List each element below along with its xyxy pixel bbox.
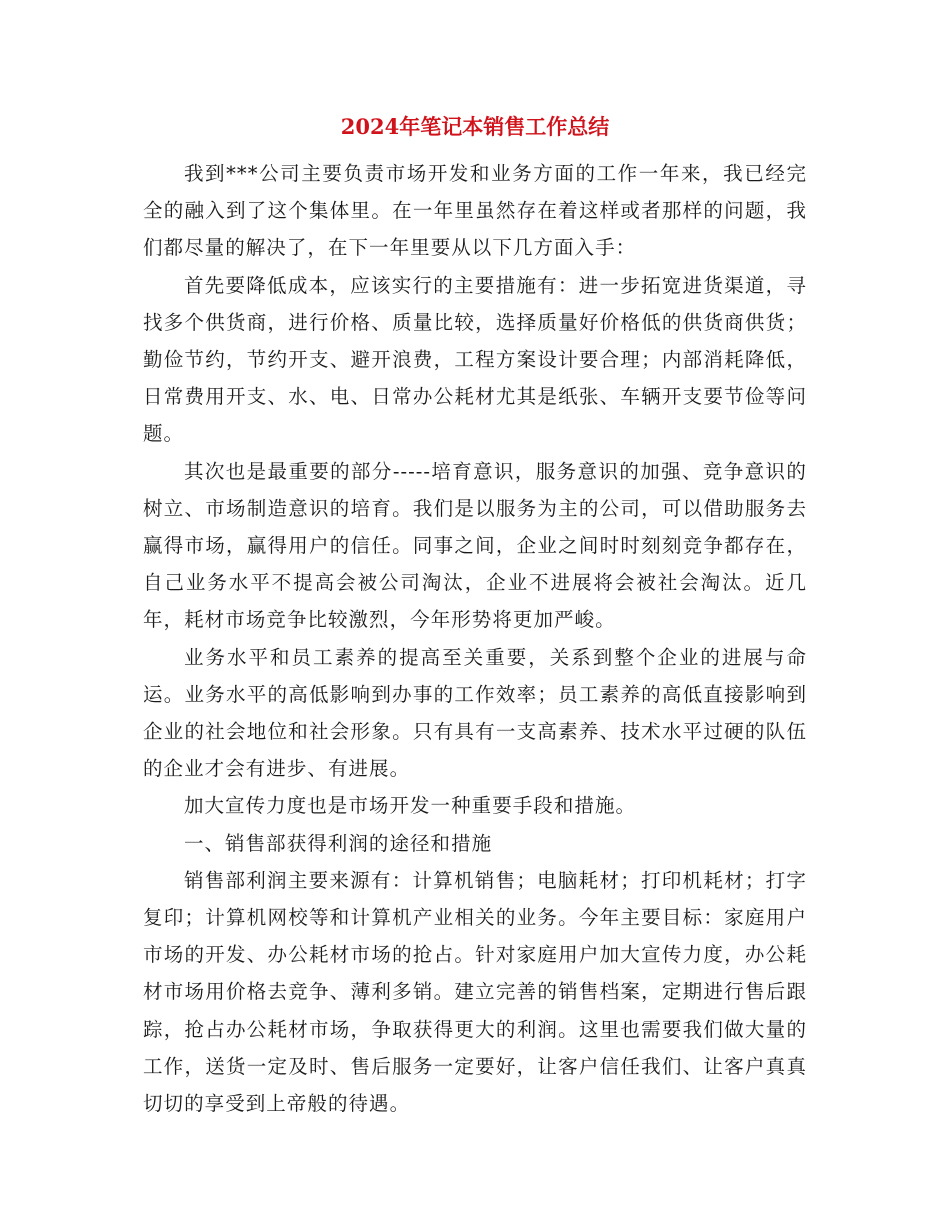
- paragraph-staff-quality: 业务水平和员工素养的提高至关重要，关系到整个企业的进展与命运。业务水平的高低影响到办事的工作效率；员工素养的高低直接影响到企业的社会地位和社会形象。只有具有一支高素养、技术水平过硬的队伍的企业才会有进步、有进展。: [143, 645, 807, 781]
- document-body: [143, 155, 807, 1122]
- section-heading-profit: 一、销售部获得利润的途径和措施: [183, 831, 493, 855]
- paragraph-reduce-cost: 首先要降低成本，应该实行的主要措施有：进一步拓宽进货渠道，寻找多个供货商，进行价格、质量比较，选择质量好价格低的供货商供货；勤俭节约，节约开支、避开浪费，工程方案设计要合理；内部消耗降低，日常费用开支、水、电、日常办公耗材尤其是纸张、车辆开支要节俭等问题。: [143, 273, 807, 446]
- paragraph-profit-sources: 销售部利润主要来源有：计算机销售；电脑耗材；打印机耗材；打字复印；计算机网校等和计算机产业相关的业务。今年主要目标：家庭用户市场的开发、办公耗材市场的抢占。针对家庭用户加大宣传力度，办公耗材市场用价格去竞争、薄利多销。建立完善的销售档案，定期进行售后跟踪，抢占办公耗材市场，争取获得更大的利润。这里也需要我们做大量的工作，送货一定及时、售后服务一定要好，让客户信任我们、让客户真真切切的享受到上帝般的待遇。: [143, 868, 807, 1116]
- document-title: 2024年笔记本销售工作总结: [340, 114, 610, 139]
- paragraph-awareness: 其次也是最重要的部分-----培育意识，服务意识的加强、竞争意识的树立、市场制造意识的培育。我们是以服务为主的公司，可以借助服务去赢得市场，赢得用户的信任。同事之间，企业之间时时刻刻竞争都存在，自己业务水平不提高会被公司淘汰，企业不进展将会被社会淘汰。近几年，耗材市场竞争比较激烈，今年形势将更加严峻。: [143, 459, 807, 632]
- paragraph-publicity: 加大宣传力度也是市场开发一种重要手段和措施。: [183, 794, 637, 818]
- paragraph-intro: 我到***公司主要负责市场开发和业务方面的工作一年来，我已经完全的融入到了这个集体里。在一年里虽然存在着这样或者那样的问题，我们都尽量的解决了，在下一年里要从以下几方面入手：: [143, 162, 807, 260]
